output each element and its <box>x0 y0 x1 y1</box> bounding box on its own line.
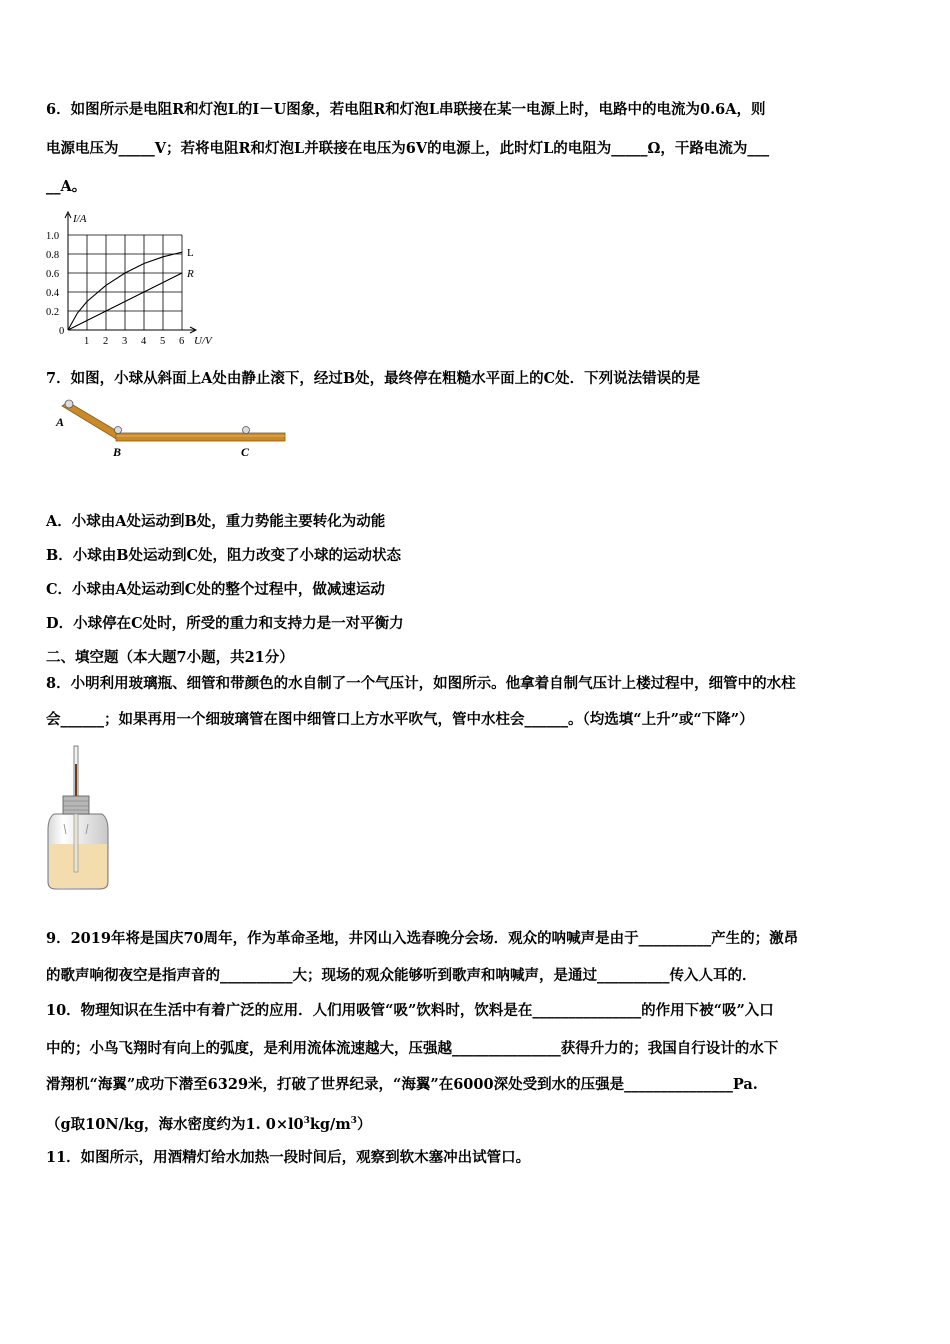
y-tick-label: 0.4 <box>46 288 60 299</box>
ball-b <box>115 427 122 434</box>
y-axis-label: I/A <box>73 213 87 225</box>
y-tick-label: 0.2 <box>46 307 60 318</box>
ball-c <box>243 427 250 434</box>
x-tick-label: 1 <box>84 336 90 347</box>
q10-line4-text: （g取10N/kg，海水密度约为1. 0×l0 <box>46 1115 304 1133</box>
q6-line3: __A。 <box>46 178 87 195</box>
x-tick-label: 6 <box>179 336 185 347</box>
barometer-figure <box>44 744 114 892</box>
x-tick-label: 2 <box>103 336 109 347</box>
tube-inside <box>74 814 78 872</box>
y-tick-label: 0.6 <box>46 269 60 280</box>
label-a: A <box>56 415 65 429</box>
q10-unit-exponent: 3 <box>350 1116 357 1126</box>
q6-line1: 6．如图所示是电阻R和灯泡L的I－U图象，若电阻R和灯泡L串联接在某一电源上时，电路中的电流为0.6A，则 <box>46 101 766 118</box>
y-tick-label: 0.8 <box>46 250 60 261</box>
ball-a <box>65 400 73 408</box>
iu-chart <box>44 208 234 350</box>
q9-line1: 9．2019年将是国庆70周年，作为革命圣地，井冈山入选春晚分会场．观众的呐喊声是由于__________产生的；激昂 <box>46 930 799 947</box>
x-tick-label: 3 <box>122 336 128 347</box>
origin-label: 0 <box>59 326 65 337</box>
q10-line2: 中的；小鸟飞翔时有向上的弧度，是利用流体流速越大，压强越_______________获得升力的；我国自行设计的水下 <box>46 1040 779 1057</box>
q10-line1: 10．物理知识在生活中有着广泛的应用．人们用吸管“吸”饮料时，饮料是在_______________的作用下被“吸”入口 <box>46 1002 774 1019</box>
q9-line2: 的歌声响彻夜空是指声音的__________大；现场的观众能够听到歌声和呐喊声，是通过__________传入人耳的． <box>46 967 757 984</box>
q6-line2: 电源电压为_____V；若将电阻R和灯泡L并联接在电压为6V的电源上，此时灯L的电阻为_____Ω，干路电流为___ <box>46 140 770 157</box>
q7-option-c: C．小球由A处运动到C处的整个过程中，做减速运动 <box>46 581 385 598</box>
chart-labels <box>46 213 213 347</box>
q7-option-d: D．小球停在C处时，所受的重力和支持力是一对平衡力 <box>46 615 404 632</box>
q7-stem: 7．如图，小球从斜面上A处由静止滚下，经过B处，最终停在粗糙水平面上的C处．下列说法错误的是 <box>46 370 701 387</box>
label-c: C <box>241 445 250 459</box>
q8-line1: 8．小明利用玻璃瓶、细管和带颜色的水自制了一个气压计，如图所示。他拿着自制气压计上楼过程中，细管中的水柱 <box>46 675 796 692</box>
chart-grid <box>65 212 196 333</box>
q10-line3: 滑翔机“海翼”成功下潜至6329米，打破了世界纪录，“海翼”在6000深处受到水的压强是_______________Pa. <box>46 1076 758 1093</box>
q11-line1: 11．如图所示，用酒精灯给水加热一段时间后，观察到软木塞冲出试管口。 <box>46 1149 531 1166</box>
q7-option-b: B．小球由B处运动到C处，阻力改变了小球的运动状态 <box>46 547 402 564</box>
x-tick-label: 4 <box>141 336 147 347</box>
ramp-figure <box>54 398 290 462</box>
q10-close: ） <box>356 1115 372 1133</box>
q10-line4 <box>46 1111 371 1135</box>
q10-unit: kg/m <box>309 1115 351 1133</box>
x-tick-label: 5 <box>160 336 166 347</box>
horizontal-surface <box>116 433 285 441</box>
label-b: B <box>113 445 122 459</box>
q7-option-a: A．小球由A处运动到B处，重力势能主要转化为动能 <box>46 513 386 530</box>
section-heading: 二、填空题（本大题7小题，共21分） <box>46 649 294 666</box>
x-axis-label: U/V <box>194 335 212 347</box>
y-tick-label: 1.0 <box>46 231 60 242</box>
bottle-cap <box>63 796 89 814</box>
series-label-R: R <box>187 268 194 280</box>
q10-exponent: 3 <box>303 1116 310 1126</box>
series-label-L: L <box>187 247 194 260</box>
q8-line2: 会______；如果再用一个细玻璃管在图中细管口上方水平吹气，管中水柱会______。（均选填“上升”或“下降”） <box>46 711 754 728</box>
